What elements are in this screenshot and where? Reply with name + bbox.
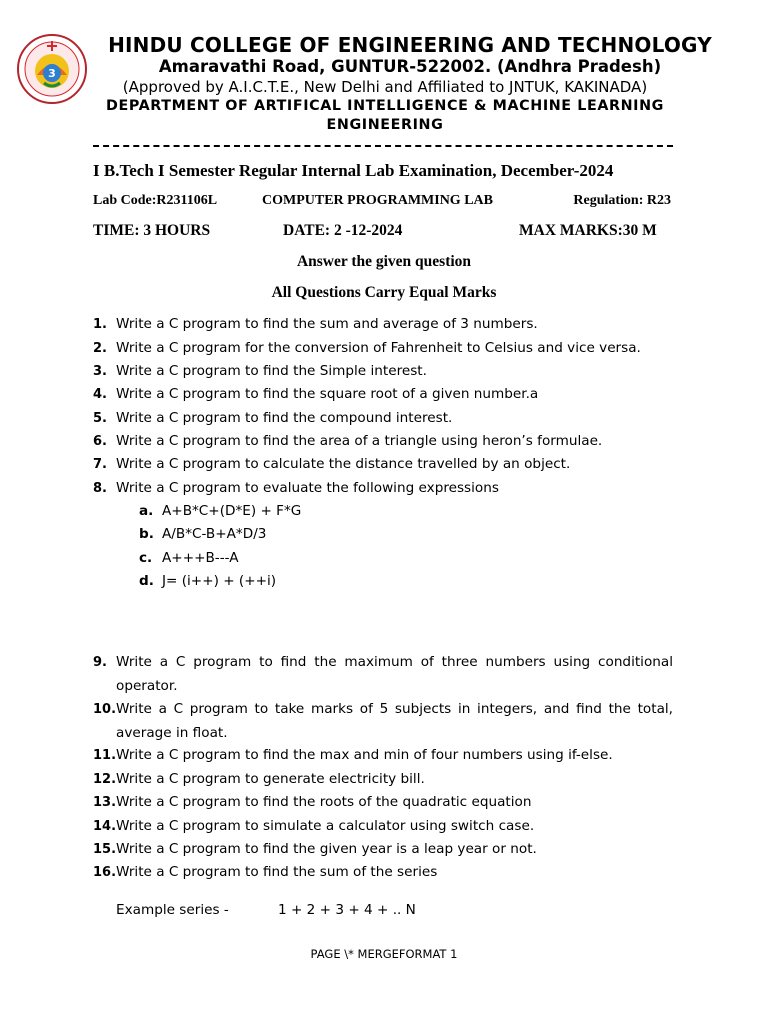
expression-item (139, 523, 266, 547)
approval-line: (Approved by A.I.C.T.E., New Delhi and Affiliated to JNTUK, KAKINADA) (122, 78, 648, 96)
question-number: 6. (93, 434, 107, 449)
expression-label: d. (139, 573, 154, 589)
question-item (93, 383, 673, 407)
question-number: 9. (93, 655, 107, 670)
college-name: HINDU COLLEGE OF ENGINEERING AND TECHNOLOGY (108, 33, 712, 57)
question-text: Write a C program to find the compound interest. (116, 410, 453, 426)
question-text: Write a C program to simulate a calculator using switch case. (116, 818, 535, 834)
question-number: 15. (93, 842, 117, 857)
header-divider (93, 145, 673, 147)
question-text: Write a C program to find the roots of the quadratic equation (116, 794, 532, 810)
instruction-answer: Answer the given question (296, 253, 472, 270)
department-line-2: ENGINEERING (326, 116, 444, 133)
question-text: Write a C program to take marks of 5 subjects in integers, and find the total, average in float. (116, 701, 673, 741)
question-text: Write a C program to find the area of a triangle using heron’s formulae. (116, 433, 603, 449)
question-item (93, 407, 673, 431)
expression-text: A+B*C+(D*E) + F*G (162, 503, 302, 519)
question-number: 10. (93, 702, 117, 717)
question-number: 1. (93, 317, 107, 332)
example-series (116, 902, 416, 918)
department-line-1: DEPARTMENT OF ARTIFICAL INTELLIGENCE & MACHINE LEARNING (105, 98, 664, 114)
question-text: Write a C program to generate electricity bill. (116, 771, 425, 787)
question-item (93, 453, 673, 477)
question-number: 16. (93, 865, 117, 880)
question-item (93, 477, 673, 501)
question-number: 12. (93, 772, 117, 787)
question-number: 11. (93, 748, 117, 763)
question-number: 14. (93, 819, 117, 834)
exam-date: DATE: 2 -12-2024 (283, 222, 403, 239)
question-item (93, 430, 673, 454)
question-text: Write a C program for the conversion of Fahrenheit to Celsius and vice versa. (116, 340, 641, 356)
example-label: Example series - (116, 902, 229, 918)
question-number: 7. (93, 457, 107, 472)
college-address: Amaravathi Road, GUNTUR-522002. (Andhra Pradesh) (158, 57, 662, 76)
max-marks: MAX MARKS:30 M (519, 222, 657, 239)
question-text: Write a C program to find the sum and average of 3 numbers. (116, 316, 538, 332)
question-item (93, 744, 673, 768)
question-number: 3. (93, 364, 107, 379)
question-item (93, 337, 673, 361)
question-text: Write a C program to find the Simple interest. (116, 363, 427, 379)
question-text: Write a C program to find the sum of the series (116, 864, 438, 880)
question-text: Write a C program to calculate the distance travelled by an object. (116, 456, 571, 472)
question-item (93, 861, 673, 885)
expression-label: a. (139, 503, 154, 519)
expression-item (139, 570, 276, 594)
page-footer: PAGE \* MERGEFORMAT 1 (310, 947, 458, 961)
question-item (93, 651, 673, 698)
instruction-equal-marks: All Questions Carry Equal Marks (271, 284, 497, 301)
expression-label: c. (139, 550, 153, 566)
question-text: Write a C program to find the square root of a given number.a (116, 386, 539, 402)
question-text: Write a C program to find the given year is a leap year or not. (116, 841, 537, 857)
expression-text: A+++B---A (162, 550, 239, 566)
question-item (93, 815, 673, 839)
question-item (93, 313, 673, 337)
question-item (93, 768, 673, 792)
question-number: 2. (93, 341, 107, 356)
regulation: Regulation: R23 (573, 193, 671, 208)
question-number: 13. (93, 795, 117, 810)
expression-item (139, 500, 301, 524)
lab-name: COMPUTER PROGRAMMING LAB (262, 193, 493, 208)
lab-code: Lab Code:R231106L (93, 193, 218, 208)
question-item (93, 838, 673, 862)
expression-text: J= (i++) + (++i) (162, 573, 277, 589)
department-name (60, 97, 710, 134)
question-number: 5. (93, 411, 107, 426)
question-item (93, 698, 673, 745)
example-series-expression: 1 + 2 + 3 + 4 + .. N (278, 902, 416, 918)
question-text: Write a C program to find the maximum of three numbers using conditional operator. (116, 654, 673, 694)
expression-item (139, 547, 239, 571)
exam-title: I B.Tech I Semester Regular Internal Lab Examination, December-2024 (93, 161, 614, 180)
question-item (93, 791, 673, 815)
question-number: 4. (93, 387, 107, 402)
svg-text:3: 3 (48, 67, 56, 80)
question-number: 8. (93, 481, 107, 496)
expression-text: A/B*C-B+A*D/3 (162, 526, 267, 542)
exam-time: TIME: 3 HOURS (93, 222, 211, 239)
expression-label: b. (139, 526, 154, 542)
question-item (93, 360, 673, 384)
question-text: Write a C program to evaluate the following expressions (116, 480, 499, 496)
question-text: Write a C program to find the max and min of four numbers using if-else. (116, 747, 613, 763)
